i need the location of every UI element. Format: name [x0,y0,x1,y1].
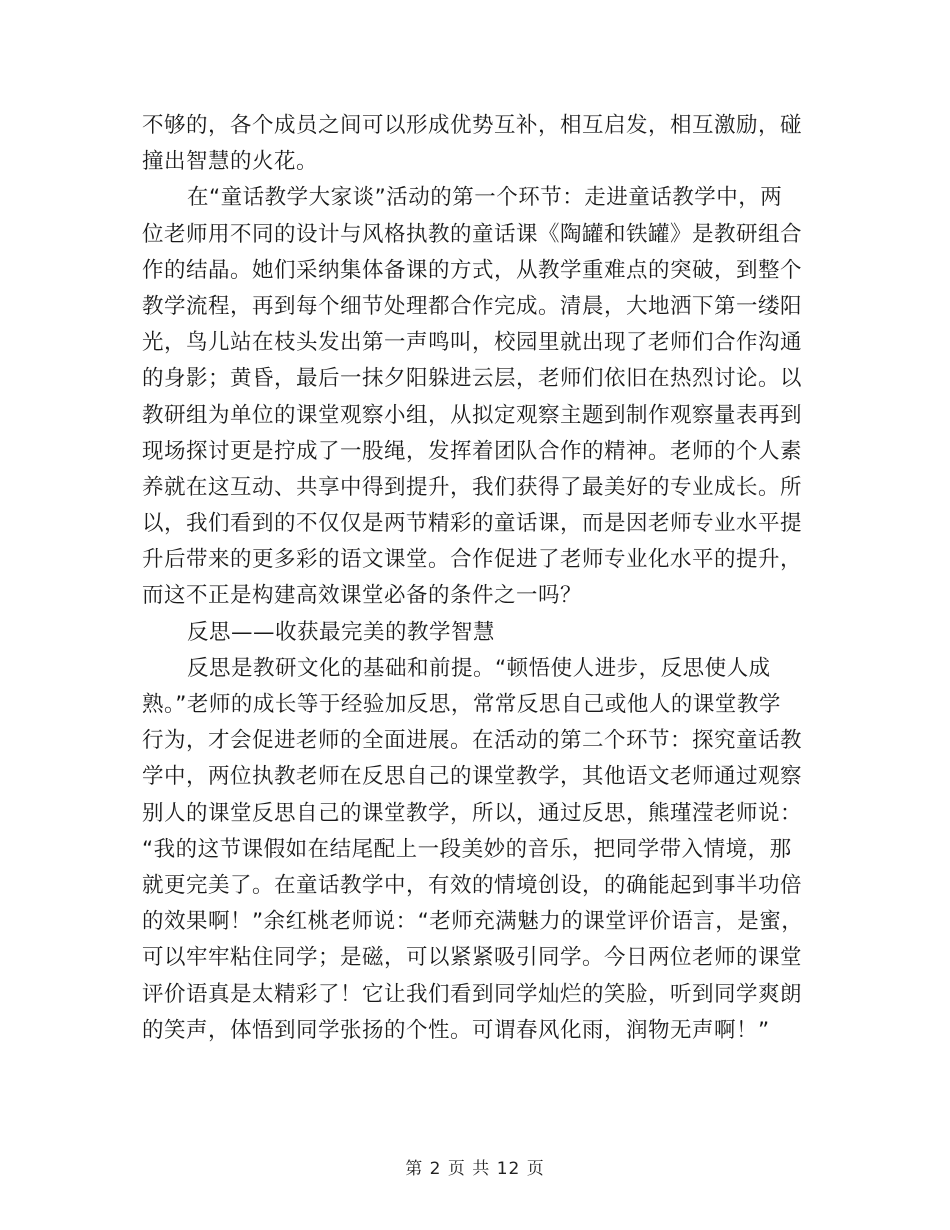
paragraph-line: 教研组为单位的课堂观察小组，从拟定观察主题到制作观察量表再到 [142,402,803,428]
paragraph-line: 而这不正是构建高效课堂必备的条件之一吗？ [142,583,583,609]
paragraph-line: “我的这节课假如在结尾配上一段美妙的音乐，把同学带入情境，那 [142,836,792,862]
paragraph-line: 教学流程，再到每个细节处理都合作完成。清晨，大地洒下第一缕阳 [142,293,803,319]
paragraph-line: 可以牢牢粘住同学；是磁，可以紧紧吸引同学。今日两位老师的课堂 [142,945,803,971]
paragraph-line: 撞出智慧的火花。 [142,149,319,175]
section-heading: 反思——收获最完美的教学智慧 [187,619,496,645]
paragraph-line: 升后带来的更多彩的语文课堂。合作促进了老师专业化水平的提升， [142,547,803,573]
paragraph-line: 学中，两位执教老师在反思自己的课堂教学，其他语文老师通过观察 [142,764,803,790]
page-number-footer: 第 2 页 共 12 页 [405,1159,545,1179]
paragraph-line: 的身影；黄昏，最后一抹夕阳躲进云层，老师们依旧在热烈讨论。以 [142,366,803,392]
paragraph-line: 位老师用不同的设计与风格执教的童话课《陶罐和铁罐》是教研组合 [142,221,803,247]
paragraph-line: 以，我们看到的不仅仅是两节精彩的童话课，而是因老师专业水平提 [142,511,803,537]
paragraph-line: 不够的，各个成员之间可以形成优势互补，相互启发，相互激励，碰 [142,113,803,138]
paragraph-line: 别人的课堂反思自己的课堂教学，所以，通过反思，熊瑾滢老师说： [142,800,803,826]
document-body [142,108,802,1049]
paragraph-line: 的笑声，体悟到同学张扬的个性。可谓春风化雨，润物无声啊！” [142,1017,770,1043]
paragraph-line: 光，鸟儿站在枝头发出第一声鸣叫，校园里就出现了老师们合作沟通 [142,330,803,356]
paragraph-line: 反思是教研文化的基础和前提。“顿悟使人进步，反思使人成 [187,655,771,681]
paragraph-line: 作的结晶。她们采纳集体备课的方式，从教学重难点的突破，到整个 [142,257,803,283]
paragraph-line: 评价语真是太精彩了！它让我们看到同学灿烂的笑脸，听到同学爽朗 [142,981,803,1007]
paragraph-line: 就更完美了。在童话教学中，有效的情境创设，的确能起到事半功倍 [142,872,803,898]
paragraph-line: 现场探讨更是拧成了一股绳，发挥着团队合作的精神。老师的个人素 [142,438,803,464]
paragraph-line: 熟。”老师的成长等于经验加反思，常常反思自己或他人的课堂教学 [142,692,781,717]
paragraph-line: 在“童话教学大家谈”活动的第一个环节：走进童话教学中，两 [187,185,783,211]
paragraph-line: 的效果啊！”余红桃老师说：“老师充满魅力的课堂评价语言，是蜜， [142,909,804,935]
paragraph-line: 养就在这互动、共享中得到提升，我们获得了最美好的专业成长。所 [142,474,803,500]
paragraph-line: 行为，才会促进老师的全面进展。在活动的第二个环节：探究童话教 [142,728,803,754]
